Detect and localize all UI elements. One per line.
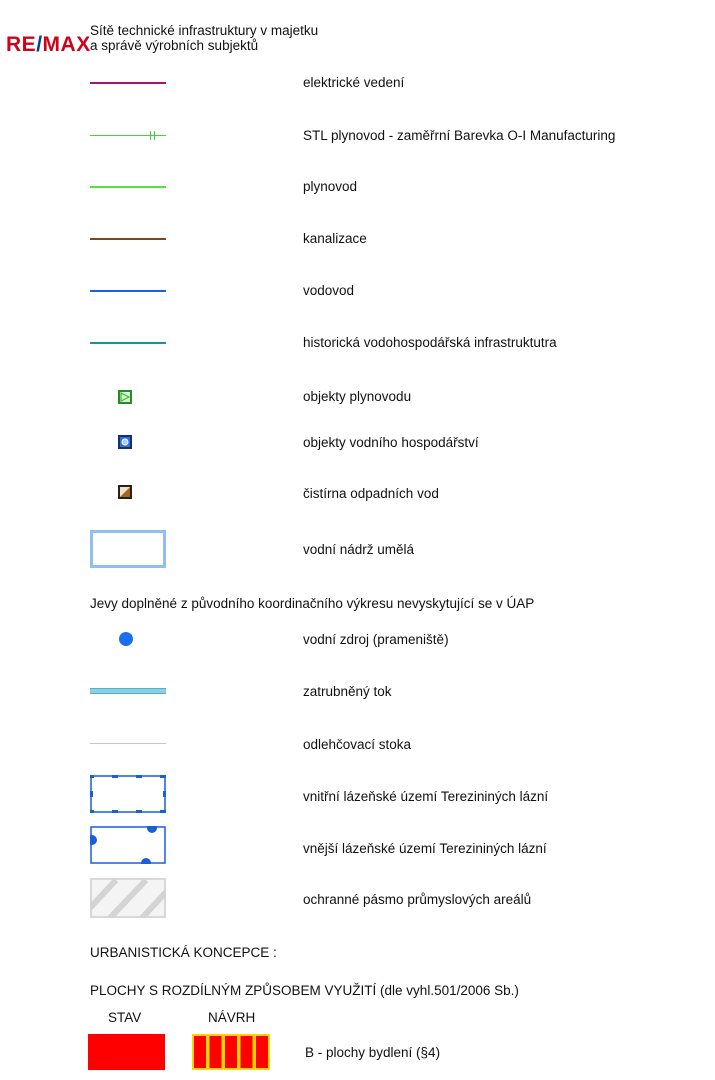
- housing-proposed-swatch: [192, 1034, 270, 1070]
- legend-label: plynovod: [303, 179, 358, 194]
- section-title-line: Sítě technické infrastruktury v majetku: [90, 23, 319, 38]
- legend-label: elektrické vedení: [303, 75, 405, 90]
- legend-label: kanalizace: [303, 231, 367, 246]
- overflow-sewer-symbol: [90, 743, 166, 744]
- housing-existing-swatch: [88, 1034, 165, 1070]
- gas-object-icon: [118, 390, 132, 404]
- reservoir-icon: [90, 530, 166, 568]
- water-object-icon: [118, 435, 132, 449]
- outer-spa-zone-icon: [90, 826, 166, 864]
- treatment-plant-icon: [118, 485, 132, 499]
- legend-label: vnější lázeňské území Terezininých lázní: [303, 841, 547, 856]
- legend-label: vodovod: [303, 283, 355, 298]
- legend-label: objekty plynovodu: [303, 389, 412, 404]
- section-title: Jevy doplněné z původního koordinačního výkresu nevyskytující se v ÚAP: [90, 596, 535, 611]
- legend-label: odlehčovací stoka: [303, 737, 412, 752]
- inner-spa-zone-icon: [90, 775, 166, 813]
- line-tick: [150, 131, 151, 140]
- historic-water-line-symbol: [90, 342, 166, 344]
- legend-label: STL plynovod - zaměřrní Barevka O-I Manufacturing: [303, 128, 616, 143]
- water-line-symbol: [90, 290, 166, 292]
- power-line-symbol: [90, 82, 166, 84]
- remax-logo: RE/MAX: [6, 33, 91, 56]
- legend-label: historická vodohospodářská infrastruktutra: [303, 335, 557, 350]
- legend-label: zatrubněný tok: [303, 684, 392, 699]
- section-title-line: a správě výrobních subjektů: [90, 38, 259, 53]
- legend-label: objekty vodního hospodářství: [303, 435, 479, 450]
- industrial-protection-zone-icon: [90, 878, 166, 918]
- legend-label: čistírna odpadních vod: [303, 486, 439, 501]
- sewer-line-symbol: [90, 238, 166, 240]
- line-tick: [154, 131, 155, 140]
- section-title: URBANISTICKÁ KONCEPCE :: [90, 945, 277, 960]
- column-header-stav: STAV: [108, 1010, 142, 1025]
- section-title: [90, 23, 318, 53]
- gas-line-symbol: [90, 186, 166, 188]
- legend-label: vodní nádrž umělá: [303, 542, 415, 557]
- legend-label: B - plochy bydlení (§4): [305, 1045, 441, 1060]
- section-subtitle: PLOCHY S ROZDÍLNÝM ZPŮSOBEM VYUŽITÍ (dle vyhl.501/2006 Sb.): [90, 983, 519, 998]
- legend-label: ochranné pásmo průmyslových areálů: [303, 892, 532, 907]
- column-header-navrh: NÁVRH: [208, 1010, 256, 1025]
- legend-label: vnitřní lázeňské území Terezininých lázní: [303, 789, 549, 804]
- water-source-icon: [119, 632, 133, 646]
- piped-stream-symbol: [90, 688, 166, 694]
- legend-label: vodní zdroj (prameniště): [303, 632, 449, 647]
